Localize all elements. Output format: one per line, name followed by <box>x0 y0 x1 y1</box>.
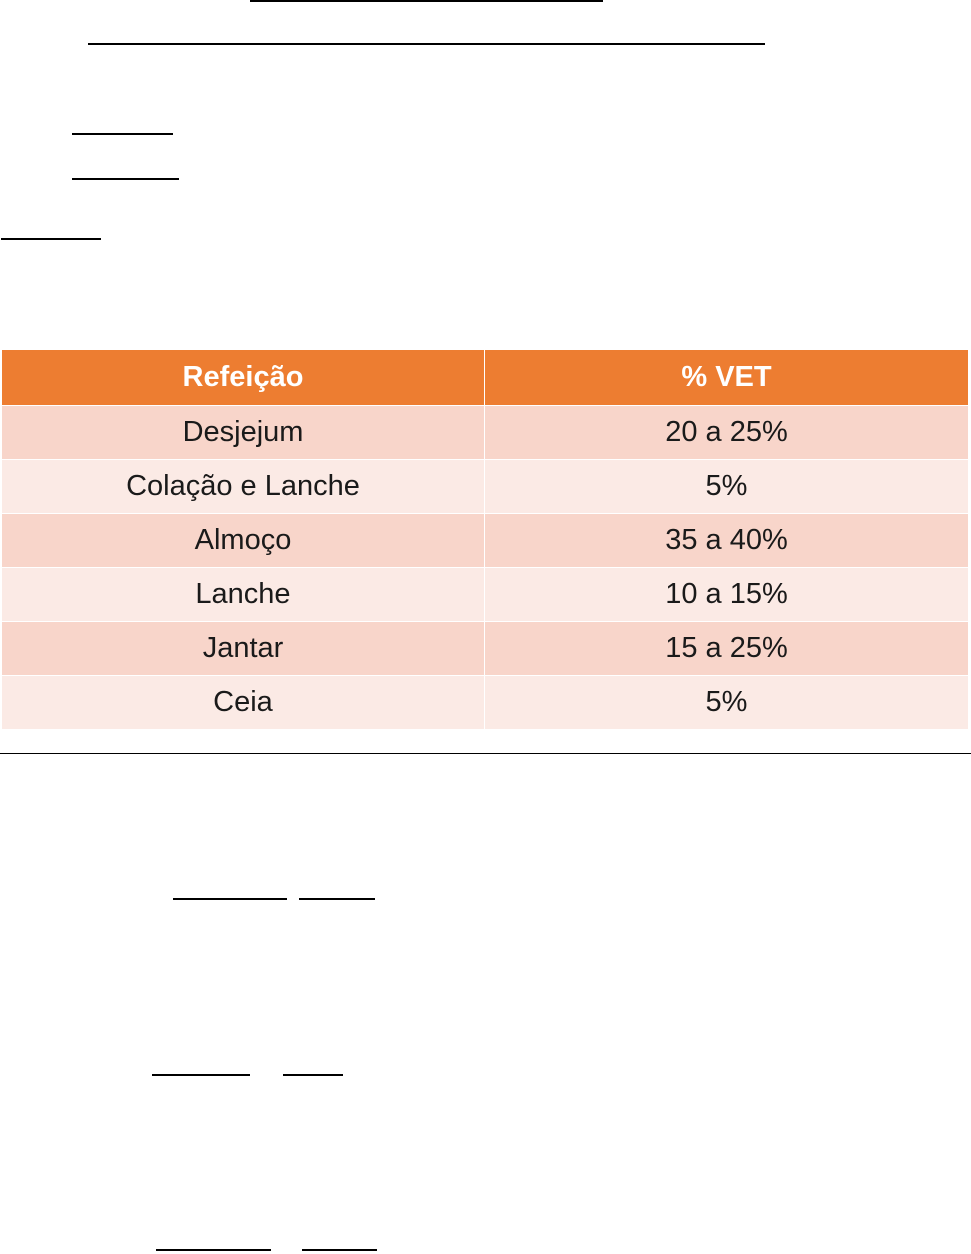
table-row <box>2 676 969 730</box>
title-underline <box>250 0 603 2</box>
vet-cell: 15 a 25% <box>485 622 969 676</box>
meal-cell: Almoço <box>2 514 485 568</box>
header-vet: % VET <box>485 350 969 406</box>
table-header-row <box>2 350 969 406</box>
underline-pair-3a <box>156 1249 271 1251</box>
underline-pair-3b <box>302 1249 377 1251</box>
table-row <box>2 460 969 514</box>
header-meal: Refeição <box>2 350 485 406</box>
vet-cell: 35 a 40% <box>485 514 969 568</box>
underline-pair-2a <box>152 1074 250 1076</box>
meal-energy-table <box>1 349 969 730</box>
subtitle-underline <box>88 43 765 45</box>
meal-cell: Lanche <box>2 568 485 622</box>
vet-cell: 5% <box>485 676 969 730</box>
meal-cell: Ceia <box>2 676 485 730</box>
heading-underline-1 <box>72 133 173 135</box>
vet-cell: 10 a 15% <box>485 568 969 622</box>
table-row <box>2 622 969 676</box>
meal-cell: Desjejum <box>2 406 485 460</box>
heading-underline-2 <box>72 178 179 180</box>
table-row <box>2 406 969 460</box>
underline-pair-1b <box>299 898 375 900</box>
meal-cell: Colação e Lanche <box>2 460 485 514</box>
underline-pair-2b <box>283 1074 343 1076</box>
table-bottom-rule <box>0 753 971 754</box>
vet-cell: 20 a 25% <box>485 406 969 460</box>
table-row <box>2 568 969 622</box>
meal-cell: Jantar <box>2 622 485 676</box>
underline-pair-1a <box>173 898 287 900</box>
vet-cell: 5% <box>485 460 969 514</box>
heading-underline-3 <box>1 238 101 240</box>
table-row <box>2 514 969 568</box>
